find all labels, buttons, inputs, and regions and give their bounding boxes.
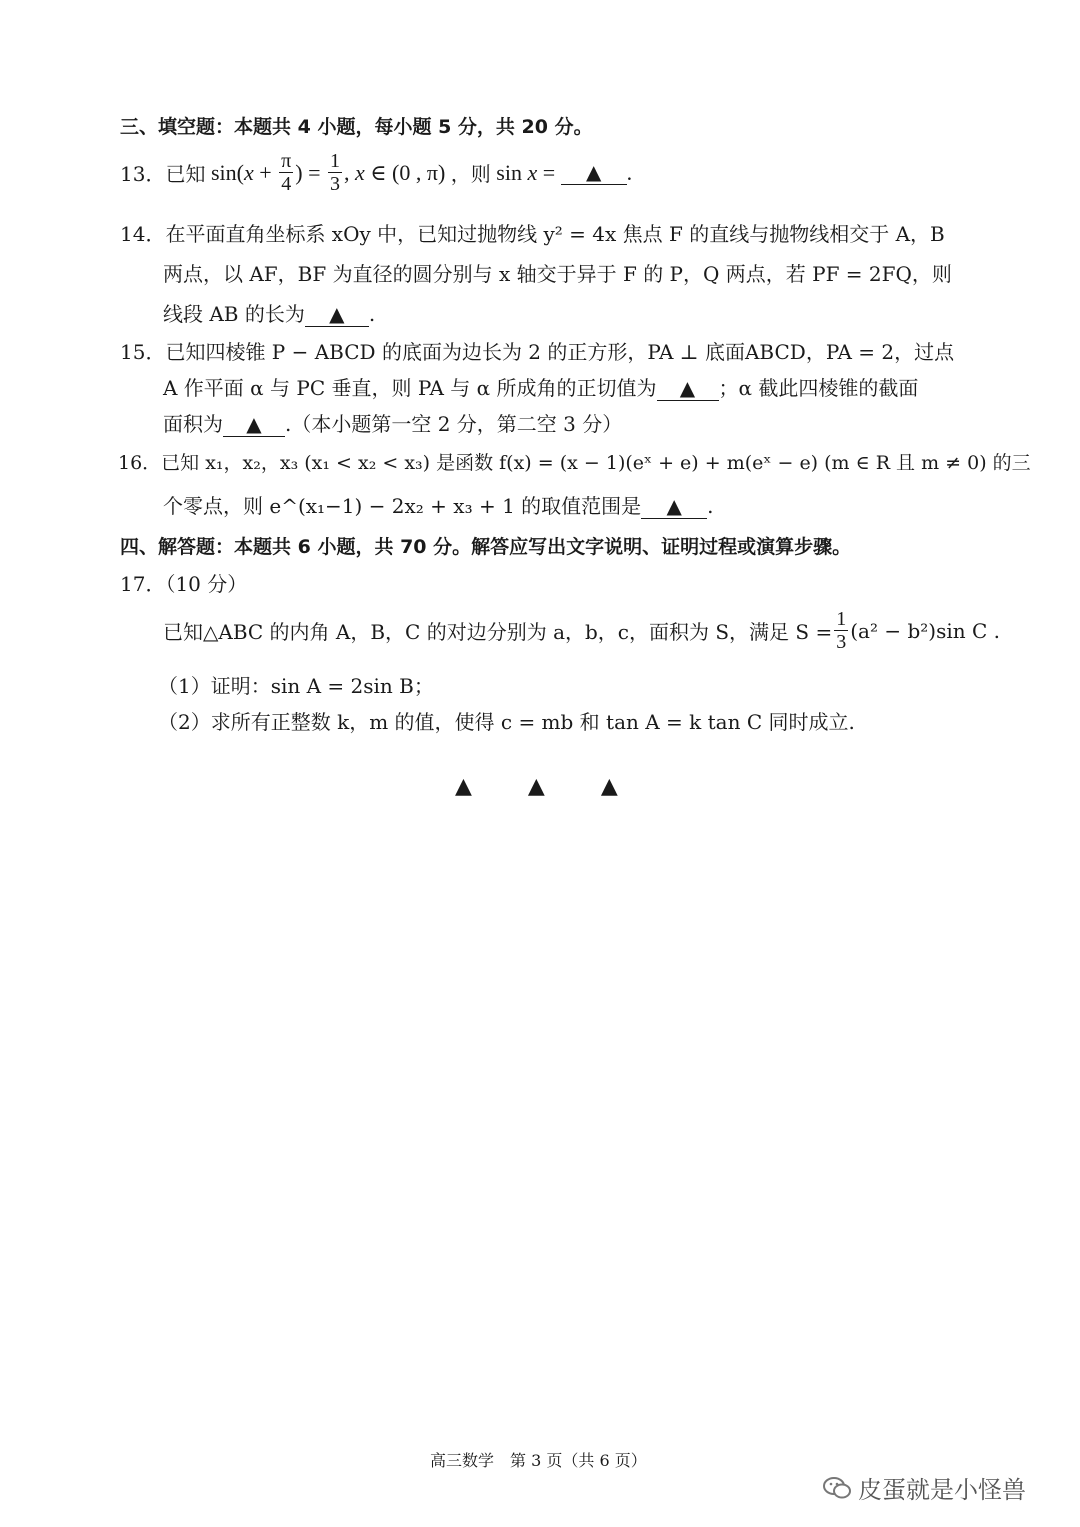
q13-sin: sin( — [205, 159, 244, 185]
q15-answer-blank-1: ▲ — [657, 376, 719, 401]
section-3-heading: 三、填空题：本题共 4 小题，每小题 5 分，共 20 分。 — [120, 116, 593, 138]
page-footer: 高三数学 第 3 页（共 6 页） — [430, 1451, 647, 1470]
question-14-line-2: 两点，以 AF，BF 为直径的圆分别与 x 轴交于异于 F 的 P，Q 两点，若 PF = 2FQ，则 — [163, 262, 952, 286]
question-17-head: 17．（10 分） — [120, 572, 248, 596]
q13-text-2: ，则 — [450, 162, 491, 186]
question-16-line-1: 16．已知 x₁，x₂，x₃ (x₁ < x₂ < x₃) 是函数 f(x) = (x − 1)(eˣ + e) + m(eˣ − e) (m ∈ R 且 m ≠ 0) 的三 — [118, 452, 1031, 474]
q13-x: x — [243, 159, 254, 185]
section-4-heading: 四、解答题：本题共 6 小题，共 70 分。解答应写出文字说明、证明过程或演算步骤。 — [120, 536, 852, 558]
question-17-stem: 已知△ABC 的内角 A，B，C 的对边分别为 a，b，c，面积为 S，满足 S = $\frac{1}{3}$ (a² − b²)sin C . — [163, 608, 1000, 653]
watermark — [822, 1470, 1026, 1505]
end-marks — [455, 774, 674, 799]
q14-answer-blank: ▲ — [305, 302, 369, 327]
q13-number: 13． — [120, 162, 166, 186]
question-15-line-1: 15．已知四棱锥 P − ABCD 的底面为边长为 2 的正方形，PA ⊥ 底面ABCD，PA = 2，过点 — [120, 340, 955, 364]
q17-fraction-1-3: $\frac{1}{3}$ — [836, 608, 847, 653]
end-mark: ▲ — [527, 774, 545, 799]
question-15-line-3: 面积为 ▲ .（本小题第一空 2 分，第二空 3 分） — [163, 412, 623, 436]
question-17-part-1: （1）证明：sin A = 2sin B； — [158, 674, 434, 698]
q13-fraction-1-3: $\frac{1}{3}$ — [329, 150, 340, 195]
q13-answer-blank: ▲ — [561, 160, 627, 185]
question-15-line-2: A 作平面 α 与 PC 垂直，则 PA 与 α 所成角的正切值为 ▲ ；α 截此四棱锥的截面 — [163, 376, 919, 400]
question-17-part-2: （2）求所有正整数 k，m 的值，使得 c = mb 和 tan A = k tan C 同时成立. — [158, 710, 855, 734]
question-16-line-2: 个零点，则 e^(x₁−1) − 2x₂ + x₃ + 1 的取值范围是 ▲ . — [163, 494, 714, 518]
q16-answer-blank: ▲ — [641, 494, 707, 519]
end-mark: ▲ — [600, 774, 618, 799]
q13-text-1: 已知 — [165, 162, 206, 186]
question-14-line-3: 线段 AB 的长为 ▲ . — [163, 302, 376, 326]
end-mark: ▲ — [455, 774, 472, 799]
q13-fraction-pi-4: $\frac{\pi}{4}$ — [281, 150, 292, 195]
question-14-line-1: 14．在平面直角坐标系 xOy 中，已知过抛物线 y² = 4x 焦点 F 的直线与抛物线相交于 A，B — [120, 222, 945, 246]
wechat-icon — [822, 1475, 852, 1501]
watermark-text: 皮蛋就是小怪兽 — [858, 1476, 1026, 1504]
q15-answer-blank-2: ▲ — [223, 412, 285, 437]
question-13: 13． 已知 sin( x + $\frac{\pi}{4}$ ) = $\frac{1}{3}$ , x ∈ (0 , π) ，则 sin x = ▲ . — [120, 150, 633, 195]
